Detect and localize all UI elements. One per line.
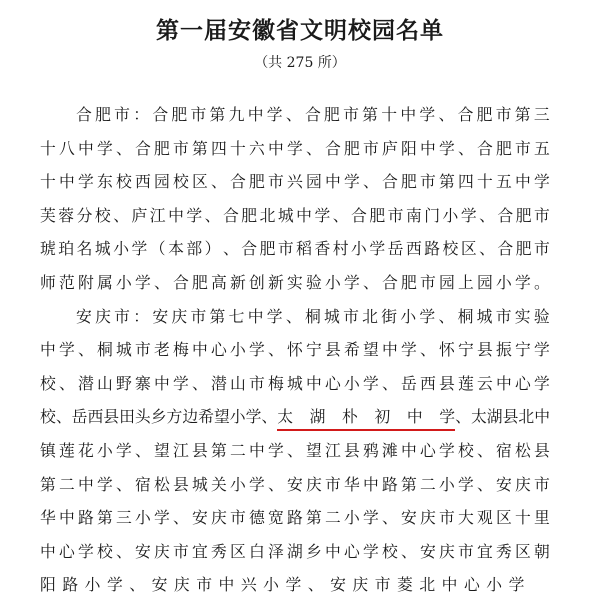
text-line: 合 肥 市 ： 合 肥 市 第 九 中 学 、 合 肥 市 第 十 中 学 、 合 肥 市 第 三	[76, 105, 550, 124]
document-title: 第一届安徽省文明校园名单	[156, 17, 444, 44]
school-list-body	[40, 98, 550, 602]
text-line: 安 庆 市 ： 安 庆 市 第 七 中 学 、 桐 城 市 北 街 小 学 、 桐 城 市 实 验	[76, 306, 550, 326]
text-line: 华 中 路 第 三 小 学 、 安 庆 市 德 宽 路 第 二 小 学 、 安 庆 市 大 观 区 十 里	[40, 508, 550, 528]
highlighted-school-name: 太 湖 朴 初 中 学	[277, 400, 455, 434]
text-line: 琥 珀 名 城 小 学 （ 本 部 ） 、 合 肥 市 稻 香 村 小 学 岳 西 路 校 区 、 合 肥 市	[40, 239, 550, 259]
text-line: 阳 路 小 学 、 安 庆 市 中 兴 小 学 、 安 庆 市 菱 北 中 心 小 学	[40, 575, 525, 595]
text-line: 镇 莲 花 小 学 、 望 江 县 第 二 中 学 、 望 江 县 鸦 滩 中 心 学 校 、 宿 松 县	[40, 440, 550, 460]
text-line: 校 、 潜 山 野 寨 中 学 、 潜 山 市 梅 城 中 心 小 学 、 岳 西 县 莲 云 中 心 学	[40, 373, 550, 393]
document-subtitle: （共 275 所）	[254, 55, 346, 71]
text-line: 校 、 岳 西 县 田 头 乡 方 边 希 望 小 学 、 太 湖 朴 初 中 学 、 太 湖 县 北 中	[40, 400, 550, 434]
text-line: 中 学 、 桐 城 市 老 梅 中 心 小 学 、 怀 宁 县 希 望 中 学 、 怀 宁 县 振 宁 学	[40, 340, 550, 360]
text-line: 十 中 学 东 校 西 园 校 区 、 合 肥 市 兴 园 中 学 、 合 肥 市 第 四 十 五 中 学	[40, 172, 550, 192]
text-line: 十 八 中 学 、 合 肥 市 第 四 十 六 中 学 、 合 肥 市 庐 阳 中 学 、 合 肥 市 五	[40, 138, 550, 158]
text-line: 师 范 附 属 小 学 、 合 肥 高 新 创 新 实 验 小 学 、 合 肥 市 园 上 园 小 学 。	[40, 272, 550, 292]
text-line: 第 二 中 学 、 宿 松 县 城 关 小 学 、 安 庆 市 华 中 路 第 二 小 学 、 安 庆 市	[40, 474, 550, 494]
text-line: 中 心 学 校 、 安 庆 市 宜 秀 区 白 泽 湖 乡 中 心 学 校 、 安 庆 市 宜 秀 区 朝	[40, 541, 550, 561]
text-line: 芙 蓉 分 校 、 庐 江 中 学 、 合 肥 北 城 中 学 、 合 肥 市 南 门 小 学 、 合 肥 市	[40, 205, 550, 225]
